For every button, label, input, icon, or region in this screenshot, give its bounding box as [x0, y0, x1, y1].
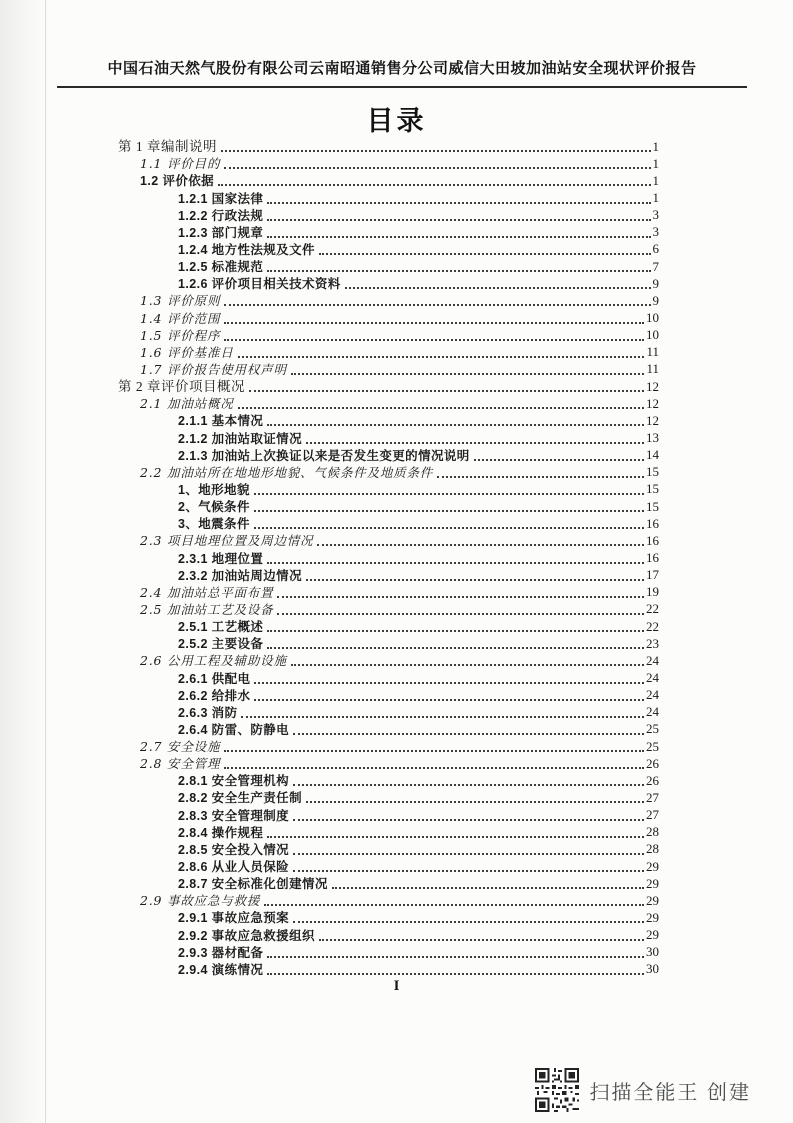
toc-entry-page-number: 27 — [646, 789, 659, 805]
toc-entry-page-number: 12 — [646, 378, 659, 394]
toc-entry-page-number: 16 — [646, 532, 659, 548]
toc-entry-page-number: 24 — [646, 670, 659, 685]
toc-entry-label: 2.5 加油站工艺及设备 — [140, 601, 274, 617]
toc-entry — [178, 635, 659, 652]
toc-dot-leader — [319, 939, 644, 941]
toc-entry-page-number: 16 — [646, 515, 659, 531]
toc-entry-label: 2、气候条件 — [178, 500, 250, 515]
toc-dot-leader — [267, 647, 644, 649]
toc-dot-leader — [306, 801, 644, 803]
toc-entry — [178, 669, 659, 686]
toc-dot-leader — [319, 253, 651, 255]
toc-dot-leader — [267, 236, 650, 238]
toc-dot-leader — [291, 664, 644, 666]
toc-entry — [140, 738, 659, 755]
toc-entry-page-number: 22 — [646, 618, 659, 634]
toc-entry — [140, 584, 659, 601]
toc-entry-page-number: 28 — [646, 824, 659, 840]
toc-entry-label: 1.4 评价范围 — [140, 310, 221, 326]
toc-entry — [178, 704, 659, 721]
toc-entry — [178, 858, 659, 875]
toc-entry-label: 2.8 安全管理 — [140, 756, 221, 772]
toc-dot-leader — [291, 373, 645, 375]
toc-entry — [140, 464, 659, 481]
toc-entry — [140, 309, 659, 326]
toc-entry — [178, 789, 659, 806]
toc-entry-label: 1.2.3 部门规章 — [178, 225, 264, 240]
toc-entry-label: 2.8.3 安全管理制度 — [178, 808, 290, 823]
toc-dot-leader — [474, 459, 644, 461]
toc-dot-leader — [249, 390, 644, 392]
toc-entry-page-number: 27 — [646, 807, 659, 823]
toc-dot-leader — [267, 956, 644, 958]
toc-entry-label: 2.9.2 事故应急救援组织 — [178, 928, 315, 943]
toc-dot-leader — [345, 287, 651, 289]
toc-entry — [140, 652, 659, 669]
toc-entry — [140, 172, 659, 189]
toc-dot-leader — [241, 716, 644, 718]
toc-entry — [178, 189, 659, 206]
running-header: 中国石油天然气股份有限公司云南昭通销售分公司威信大田坡加油站安全现状评价报告 — [107, 60, 697, 77]
toc-entry-label: 2.8.7 安全标准化创建情况 — [178, 877, 328, 892]
toc-entry-label: 1、地形地貌 — [178, 482, 250, 497]
toc-entry-page-number: 12 — [646, 395, 659, 411]
toc-dot-leader — [254, 527, 644, 529]
toc-entry-page-number: 24 — [646, 652, 659, 668]
header-rule — [57, 86, 747, 88]
toc-dot-leader — [293, 784, 644, 786]
toc-entry-label: 2.2 加油站所在地地形地貌、气候条件及地质条件 — [140, 464, 434, 480]
toc-entry-page-number: 28 — [646, 841, 659, 857]
toc-entry-label: 1.2.1 国家法律 — [178, 191, 264, 206]
toc-dot-leader — [224, 322, 644, 324]
toc-entry-label: 1.2.6 评价项目相关技术资料 — [178, 277, 341, 292]
toc-entry-page-number: 1 — [652, 190, 659, 206]
toc-entry-label: 2.9 事故应急与救援 — [140, 893, 261, 909]
toc-entry-page-number: 25 — [646, 738, 659, 754]
toc-dot-leader — [293, 733, 644, 735]
toc-entry-page-number: 24 — [646, 687, 659, 703]
toc-entry — [178, 567, 659, 584]
toc-entry-page-number: 15 — [646, 481, 659, 497]
toc-entry-page-number: 26 — [646, 755, 659, 771]
toc-entry-label: 1.2.4 地方性法规及文件 — [178, 242, 315, 257]
toc-dot-leader — [254, 493, 644, 495]
toc-entry — [178, 926, 659, 943]
toc-entry-page-number: 29 — [646, 909, 659, 925]
toc-dot-leader — [332, 887, 644, 889]
toc-entry-page-number: 19 — [646, 584, 659, 600]
toc-entry-label: 2.6.4 防雷、防静电 — [178, 722, 290, 737]
toc-entry-label: 2.9.1 事故应急预案 — [178, 911, 290, 926]
toc-dot-leader — [277, 613, 644, 615]
toc-entry — [140, 601, 659, 618]
toc-entry — [140, 327, 659, 344]
toc-entry-label: 2.6.1 供配电 — [178, 671, 251, 686]
toc-dot-leader — [306, 579, 644, 581]
toc-entry-page-number: 30 — [646, 944, 659, 960]
toc-entry — [140, 155, 659, 172]
toc-entry-label: 2.1 加油站概况 — [140, 396, 234, 412]
toc-dot-leader — [293, 819, 644, 821]
toc-entry-label: 2.6 公用工程及辅助设施 — [140, 653, 287, 669]
toc-entry-label: 2.5.2 主要设备 — [178, 637, 264, 652]
toc-entry-page-number: 7 — [652, 258, 659, 274]
toc-entry-label: 2.3.1 地理位置 — [178, 551, 264, 566]
toc-entry-page-number: 24 — [646, 704, 659, 720]
toc-entry-label: 2.4 加油站总平面布置 — [140, 584, 274, 600]
toc-dot-leader — [267, 219, 650, 221]
toc-entry-page-number: 29 — [646, 892, 659, 908]
toc-entry — [178, 618, 659, 635]
toc-dot-leader — [267, 562, 644, 564]
toc-entry — [140, 395, 659, 412]
toc-entry-label: 1.2.2 行政法规 — [178, 208, 264, 223]
toc-entry-page-number: 29 — [646, 875, 659, 891]
toc-entry-label: 2.8.1 安全管理机构 — [178, 774, 290, 789]
toc-dot-leader — [267, 424, 644, 426]
toc-dot-leader — [254, 682, 644, 684]
toc-entry — [178, 961, 659, 978]
scan-edge-shadow — [0, 0, 46, 1123]
toc-entry-page-number: 1 — [652, 155, 659, 171]
toc-entry-label: 1.6 评价基准日 — [140, 344, 234, 360]
toc-list — [118, 138, 659, 978]
toc-entry-label: 2.6.2 给排水 — [178, 688, 251, 703]
toc-entry-page-number: 15 — [646, 498, 659, 514]
toc-dot-leader — [267, 270, 650, 272]
toc-entry — [178, 875, 659, 892]
toc-entry — [178, 498, 659, 515]
toc-entry-label: 1.1 评价目的 — [140, 156, 221, 172]
toc-dot-leader — [238, 407, 644, 409]
toc-dot-leader — [277, 596, 644, 598]
watermark-label: 扫描全能王 创建 — [589, 1081, 751, 1104]
toc-entry-page-number: 15 — [646, 464, 659, 480]
toc-entry-page-number: 10 — [646, 327, 659, 343]
toc-entry-page-number: 11 — [646, 361, 659, 377]
toc-entry — [178, 241, 659, 258]
toc-entry-label: 2.1.1 基本情况 — [178, 414, 264, 429]
toc-entry — [178, 412, 659, 429]
toc-entry-label: 2.5.1 工艺概述 — [178, 620, 264, 635]
page-title: 目录 — [366, 106, 427, 136]
toc-entry-page-number: 16 — [646, 550, 659, 566]
toc-dot-leader — [224, 339, 644, 341]
toc-entry — [178, 806, 659, 823]
scanner-watermark — [535, 1068, 751, 1112]
toc-entry — [178, 429, 659, 446]
toc-entry-page-number: 12 — [646, 412, 659, 428]
toc-entry-label: 2.9.3 器材配备 — [178, 945, 264, 960]
toc-entry-label: 第 1 章编制说明 — [118, 139, 217, 155]
toc-entry — [178, 207, 659, 224]
toc-entry-label: 2.3 项目地理位置及周边情况 — [140, 533, 314, 549]
toc-entry — [178, 772, 659, 789]
toc-dot-leader — [293, 921, 644, 923]
toc-entry-page-number: 23 — [646, 635, 659, 651]
toc-entry-page-number: 17 — [646, 567, 659, 583]
toc-dot-leader — [293, 853, 644, 855]
toc-entry — [140, 292, 659, 309]
toc-dot-leader — [306, 442, 644, 444]
toc-entry-page-number: 29 — [646, 858, 659, 874]
toc-entry-label: 2.6.3 消防 — [178, 705, 238, 720]
toc-entry-page-number: 6 — [652, 241, 659, 257]
toc-entry-page-number: 9 — [652, 292, 659, 308]
toc-entry — [178, 447, 659, 464]
toc-entry — [178, 549, 659, 566]
toc-entry — [178, 824, 659, 841]
toc-entry — [178, 841, 659, 858]
toc-entry-page-number: 3 — [652, 207, 659, 223]
toc-dot-leader — [267, 202, 650, 204]
page-number: I — [393, 978, 400, 994]
toc-dot-leader — [224, 767, 644, 769]
toc-dot-leader — [224, 167, 650, 169]
toc-entry — [140, 344, 659, 361]
toc-entry-page-number: 1 — [652, 138, 659, 154]
toc-entry-label: 3、地震条件 — [178, 517, 250, 532]
toc-entry-label: 2.3.2 加油站周边情况 — [178, 568, 302, 583]
toc-entry — [178, 224, 659, 241]
toc-entry-page-number: 26 — [646, 772, 659, 788]
toc-entry-page-number: 1 — [652, 172, 659, 188]
toc-entry — [118, 138, 659, 155]
toc-entry — [178, 481, 659, 498]
toc-entry-label: 2.8.4 操作规程 — [178, 825, 264, 840]
toc-entry-label: 2.8.5 安全投入情况 — [178, 842, 290, 857]
toc-entry-label: 1.5 评价程序 — [140, 327, 221, 343]
toc-entry — [140, 755, 659, 772]
toc-entry-page-number: 13 — [646, 430, 659, 446]
toc-dot-leader — [267, 973, 644, 975]
toc-entry-label: 2.9.4 演练情况 — [178, 962, 264, 977]
toc-entry — [118, 378, 659, 395]
toc-entry — [178, 944, 659, 961]
toc-dot-leader — [224, 304, 650, 306]
toc-dot-leader — [267, 630, 644, 632]
toc-entry-label: 1.2.5 标准规范 — [178, 260, 264, 275]
toc-entry-label: 1.2 评价依据 — [140, 174, 215, 189]
toc-entry-page-number: 22 — [646, 601, 659, 617]
toc-entry — [140, 532, 659, 549]
toc-entry-label: 2.8.6 从业人员保险 — [178, 860, 290, 875]
toc-dot-leader — [224, 750, 644, 752]
toc-dot-leader — [221, 150, 651, 152]
toc-entry-page-number: 30 — [646, 961, 659, 977]
toc-entry — [178, 258, 659, 275]
toc-dot-leader — [267, 836, 644, 838]
toc-entry-label: 第 2 章评价项目概况 — [118, 379, 245, 395]
toc-dot-leader — [254, 699, 644, 701]
qr-code-icon — [535, 1068, 579, 1112]
toc-entry-label: 1.3 评价原则 — [140, 293, 221, 309]
toc-entry-label: 2.1.2 加油站取证情况 — [178, 431, 302, 446]
toc-dot-leader — [317, 544, 644, 546]
toc-dot-leader — [218, 184, 650, 186]
toc-entry-page-number: 9 — [652, 275, 659, 291]
toc-dot-leader — [293, 870, 644, 872]
toc-dot-leader — [437, 476, 644, 478]
toc-dot-leader — [238, 356, 645, 358]
toc-entry — [178, 275, 659, 292]
toc-entry-page-number: 29 — [646, 927, 659, 943]
toc-entry-label: 2.1.3 加油站上次换证以来是否发生变更的情况说明 — [178, 448, 470, 463]
toc-entry-page-number: 14 — [646, 447, 659, 463]
toc-entry-label: 2.8.2 安全生产责任制 — [178, 791, 302, 806]
toc-entry-page-number: 25 — [646, 721, 659, 737]
toc-entry — [178, 515, 659, 532]
toc-entry — [178, 909, 659, 926]
toc-entry-page-number: 11 — [646, 344, 659, 360]
toc-entry — [178, 687, 659, 704]
toc-entry — [178, 721, 659, 738]
toc-entry-label: 2.7 安全设施 — [140, 739, 221, 755]
toc-entry — [140, 892, 659, 909]
toc-dot-leader — [254, 510, 644, 512]
toc-entry-page-number: 3 — [652, 224, 659, 240]
toc-dot-leader — [264, 904, 644, 906]
toc-entry-label: 1.7 评价报告使用权声明 — [140, 361, 287, 377]
toc-entry-page-number: 10 — [646, 310, 659, 326]
